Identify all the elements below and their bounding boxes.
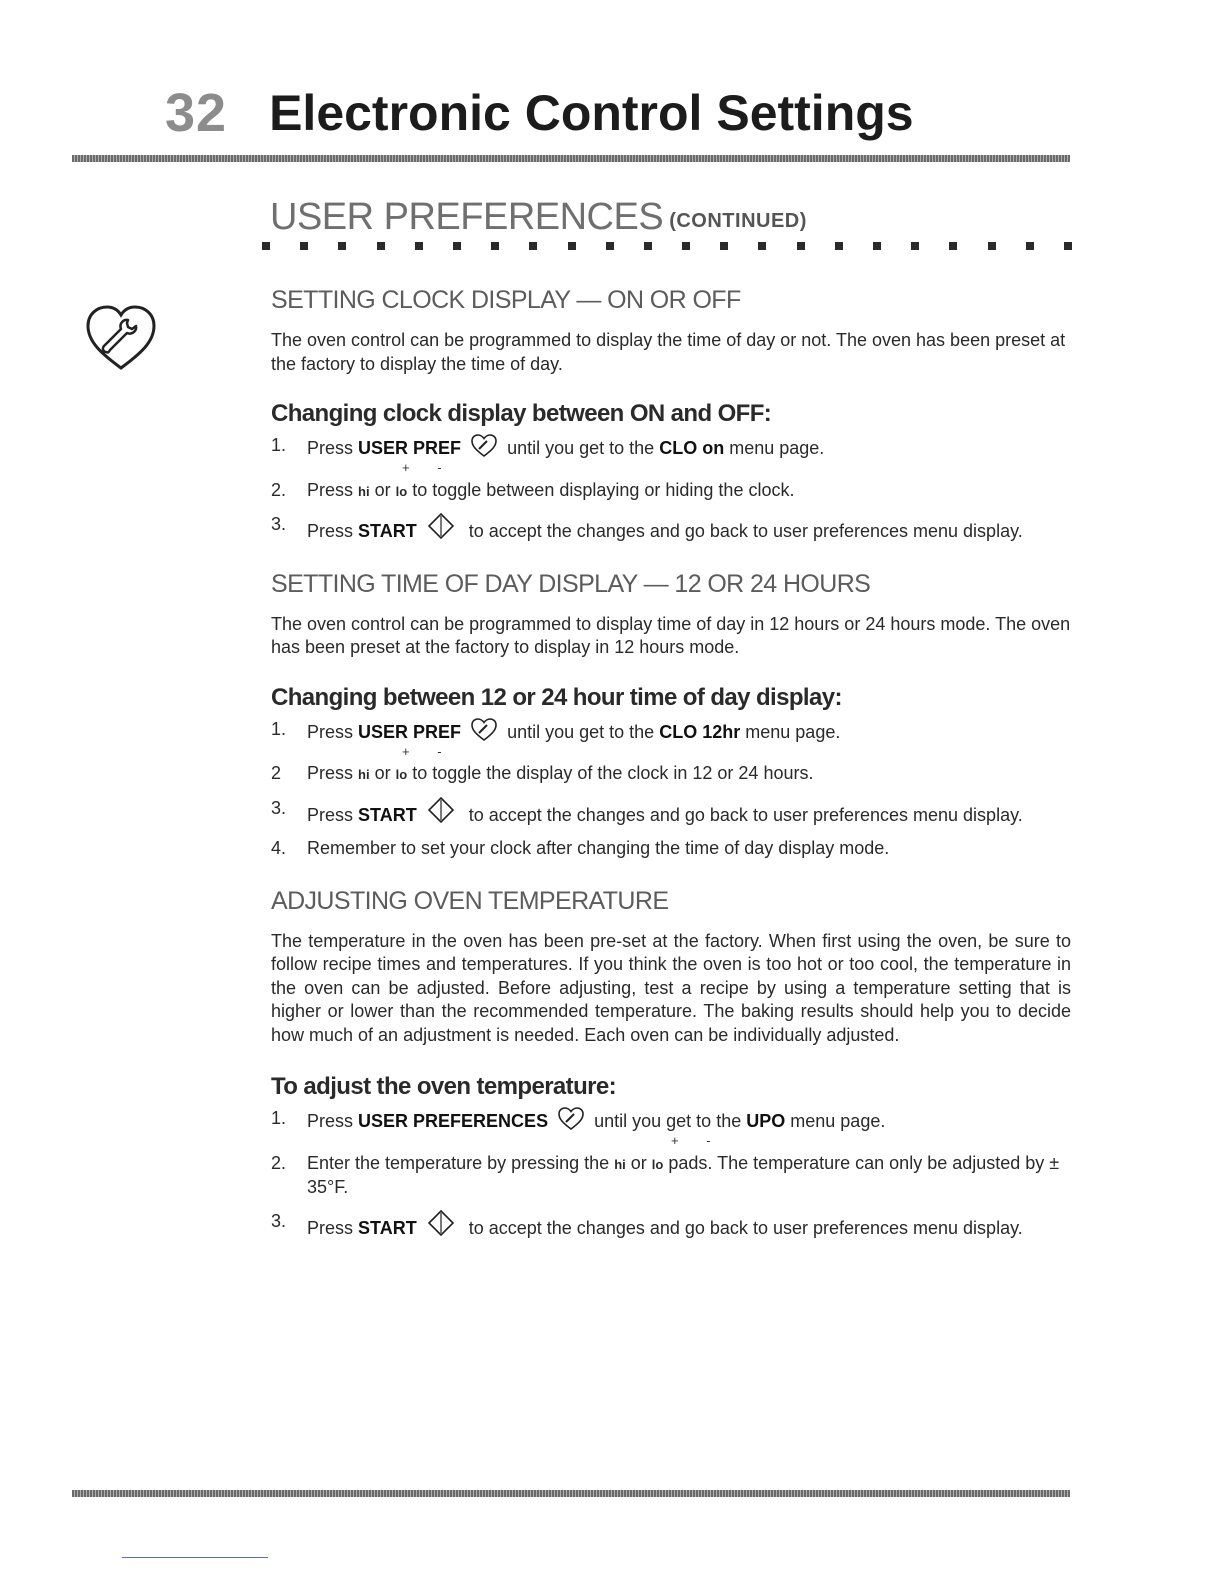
clock-steps (271, 434, 1071, 544)
dotted-divider (262, 242, 1072, 250)
user-pref-icon (470, 434, 498, 458)
oven-temp-body: The temperature in the oven has been pre-set at the factory. When first using the oven, be sure to follow recipe times and temperatures. If you think the oven is too hot or too cool, the temperature in the oven can be adjusted. Before adjusting, test a recipe by using a temperature setting that is higher or lower than the recommended temperature. The baking results should help you to decide how much of an adjustment is needed. Each oven can be individually adjusted. (271, 930, 1071, 1045)
section-subtitle: (CONTINUED) (669, 210, 807, 232)
oven-temp-steps (271, 1107, 1071, 1240)
list-item: 1. Press USER PREFERENCES until you get to the UPO menu page. + - (271, 1107, 1071, 1134)
time-steps-heading: Changing between 12 or 24 hour time of day display: (271, 683, 842, 711)
page-number: 32 (165, 83, 228, 143)
main-content (271, 286, 1071, 1250)
footer-rule (72, 1490, 1070, 1497)
plus-minus-label: + - (402, 460, 454, 475)
list-item: 4. Remember to set your clock after changing the time of day display mode. (271, 838, 890, 858)
user-pref-icon (470, 718, 498, 742)
time-steps (271, 718, 1071, 861)
list-item: 1. Press USER PREF until you get to the CLO on menu page. + - (271, 434, 1071, 461)
start-icon (428, 1210, 454, 1236)
clock-display-body: The oven control can be programmed to display the time of day or not. The oven has been preset at the factory to display the time of day. (271, 330, 1066, 374)
list-item: 2 Press hi or lo to toggle the display of the clock in 12 or 24 hours. (271, 763, 814, 783)
page-title: Electronic Control Settings (269, 85, 914, 141)
user-pref-icon (557, 1107, 585, 1131)
clock-display-heading: SETTING CLOCK DISPLAY — ON OR OFF (271, 286, 741, 314)
time-display-heading: SETTING TIME OF DAY DISPLAY — 12 OR 24 HOURS (271, 569, 871, 598)
header-rule (72, 155, 1070, 162)
time-display-body: The oven control can be programmed to display time of day in 12 hours or 24 hours mode. The oven has been preset at the factory to display in 12 hours mode. (271, 613, 1071, 657)
plus-minus-label: + - (402, 743, 454, 759)
oven-temp-heading: ADJUSTING OVEN TEMPERATURE (271, 886, 669, 915)
clock-steps-heading: Changing clock display between ON and OFF: (271, 400, 772, 427)
list-item: 3. Press START to accept the changes and go back to user preferences menu display. (271, 514, 1023, 541)
wrench-heart-icon (82, 302, 160, 374)
list-item: 2. Press hi or lo to toggle between displaying or hiding the clock. (271, 479, 795, 500)
section-title (270, 196, 807, 239)
list-item: 1. Press USER PREF until you get to the CLO 12hr menu page. + - (271, 718, 1071, 745)
plus-minus-label: + - (671, 1133, 723, 1148)
page-header (165, 78, 914, 148)
list-item: 3. Press START to accept the changes and go back to user preferences menu display. (271, 797, 1023, 825)
footer-link-line (122, 1557, 268, 1558)
oven-temp-steps-heading: To adjust the oven temperature: (271, 1073, 617, 1100)
list-item: 2. Enter the temperature by pressing the hi or lo pads. The temperature can only be adjusted by ± 35°F. (271, 1152, 1060, 1197)
start-icon (428, 513, 454, 539)
section-title-text: USER PREFERENCES (270, 196, 664, 238)
list-item: 3. Press START to accept the changes and go back to user preferences menu display. (271, 1210, 1023, 1238)
start-icon (428, 797, 454, 823)
